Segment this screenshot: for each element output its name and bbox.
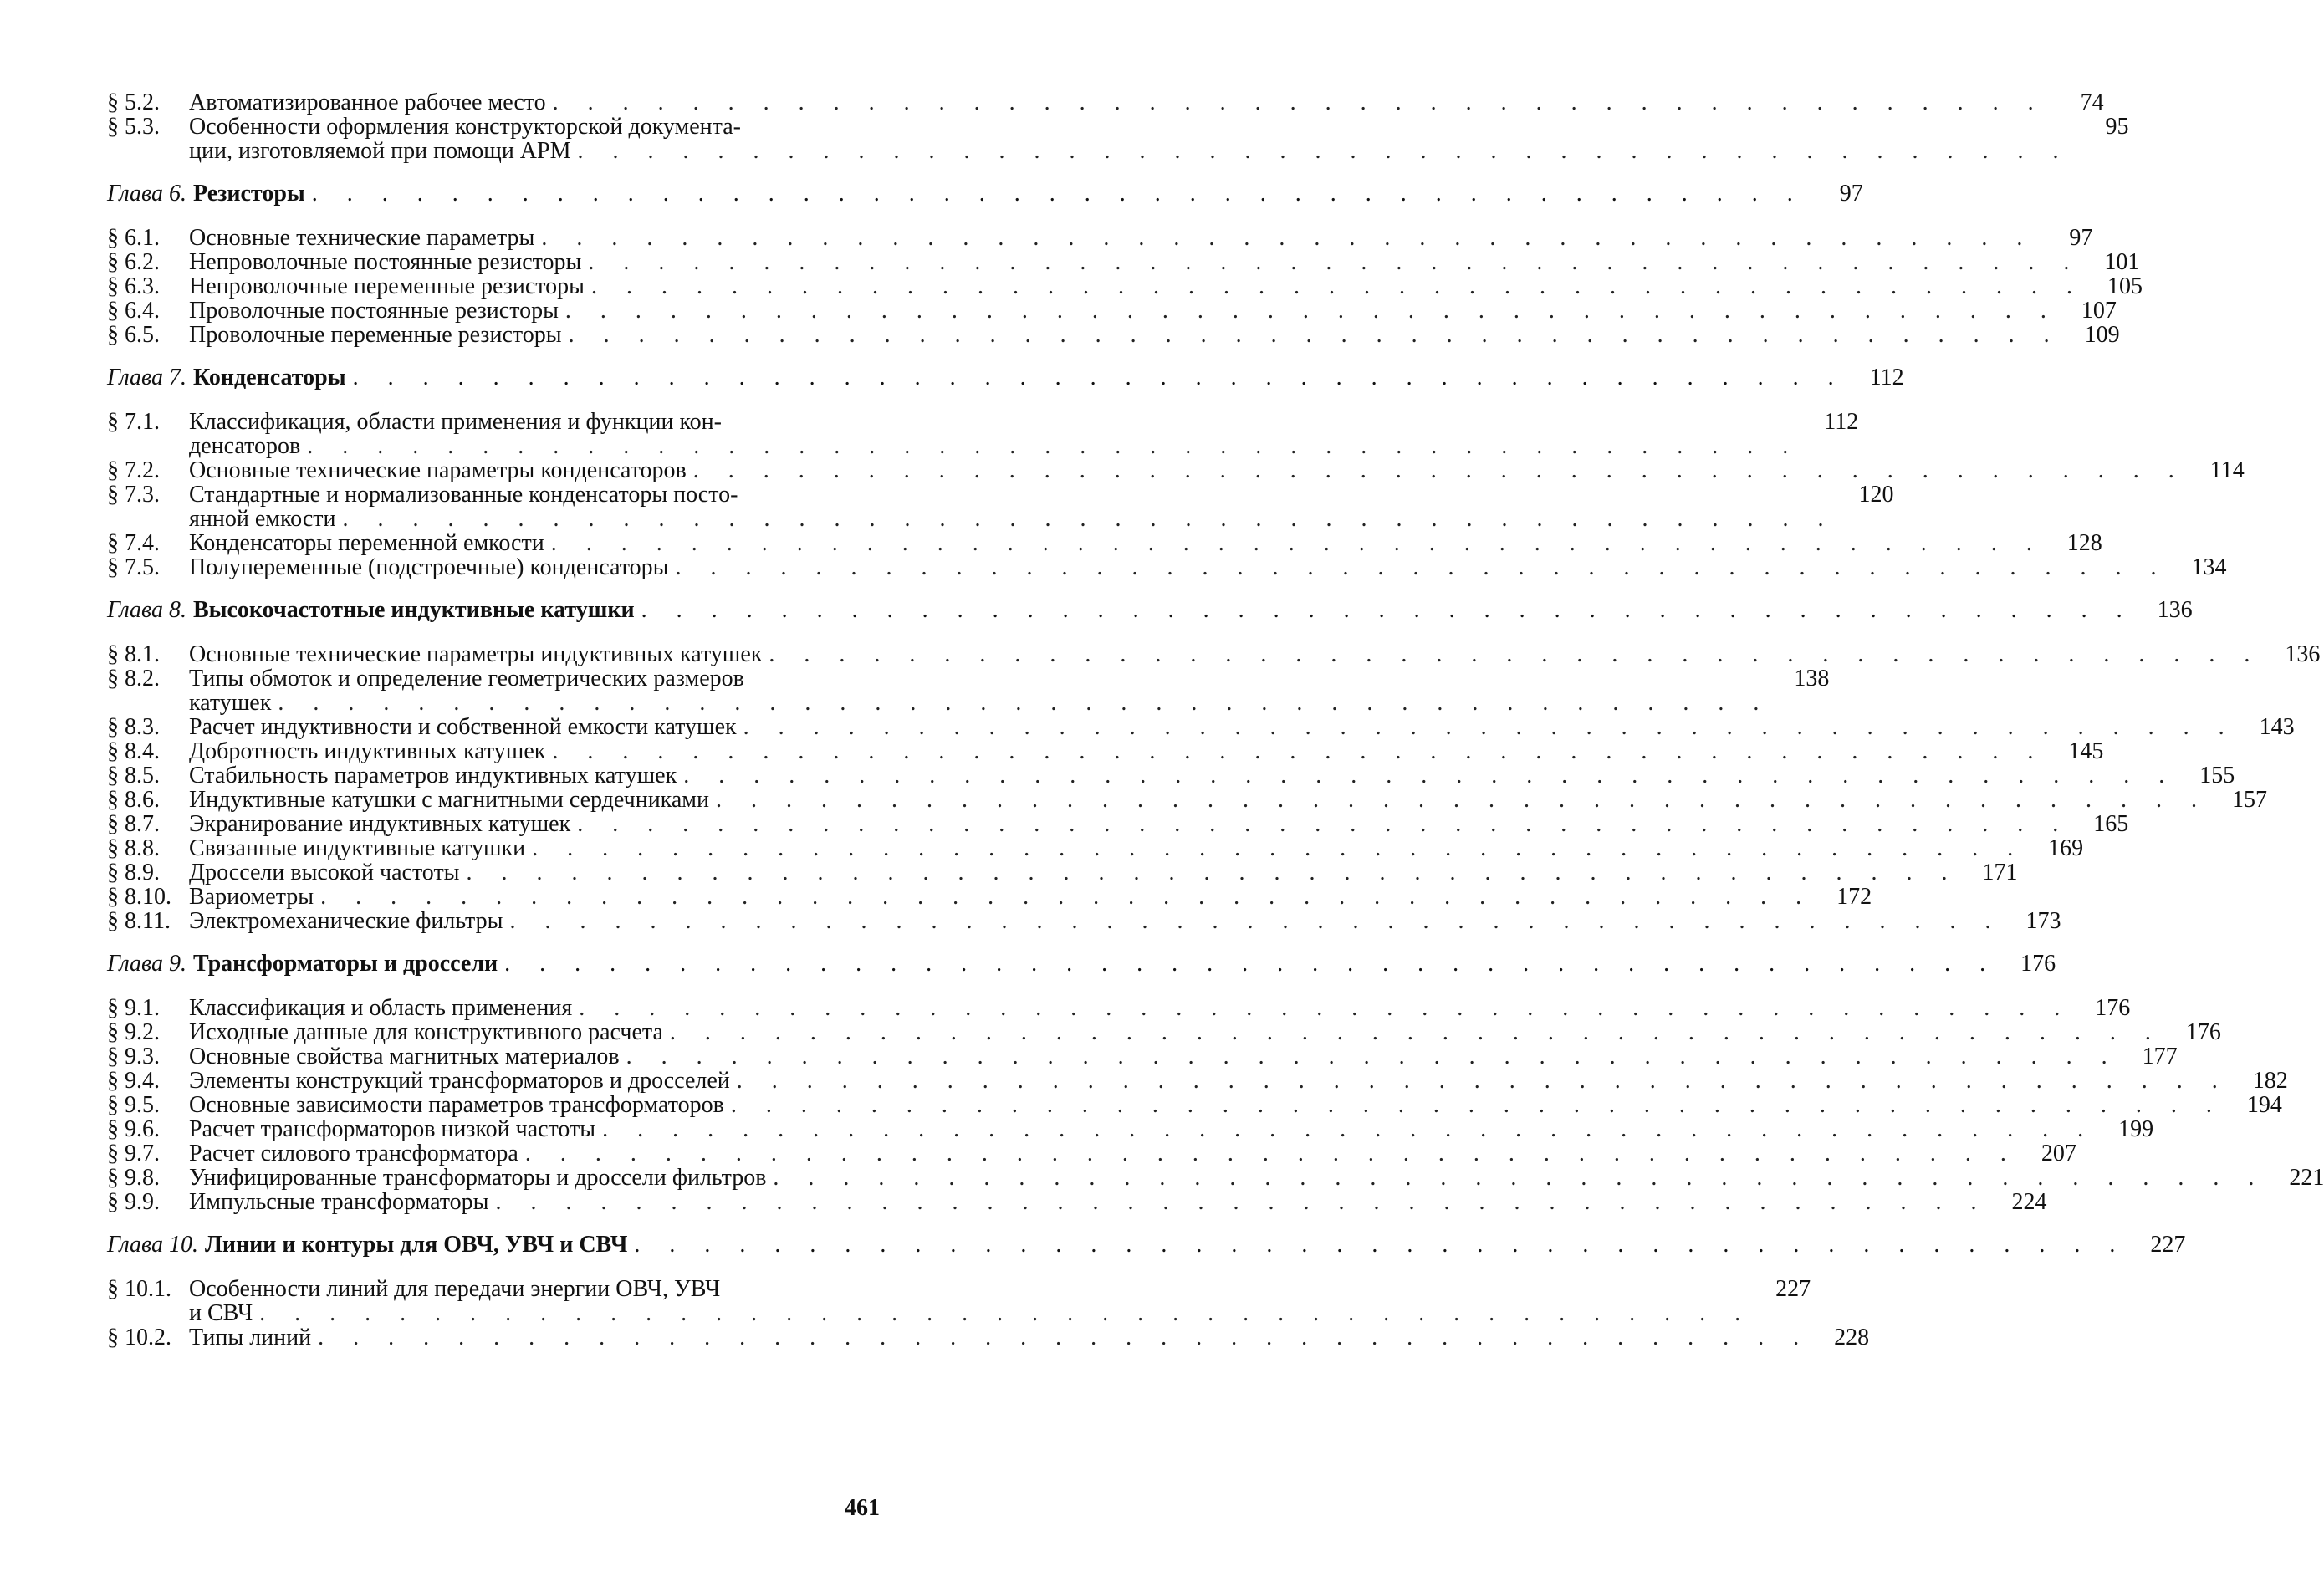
section-title — [189, 458, 2186, 482]
dot-leader: . . . . . . . . . . . . . . . . . . . . . . . . . . . . . . . . . . . . . . . . . . . — [311, 181, 1805, 207]
section-title-text: Непроволочные переменные резисторы — [189, 273, 585, 299]
section-number: § 8.1. — [107, 641, 160, 667]
toc-entry — [107, 1324, 1870, 1350]
chapter-heading — [107, 181, 1863, 207]
section-title-line — [189, 996, 2071, 1020]
section-title-line — [189, 299, 2058, 323]
dot-leader: . . . . . . . . . . . . . . . . . . . . . . . . . . . . . . . . . . . . . . . . . . . — [743, 714, 2236, 740]
section-page: 95 — [2105, 114, 2129, 140]
section-title-text: Расчет индуктивности и собственной емкости катушек — [189, 714, 737, 740]
section-number: § 5.3. — [107, 114, 160, 140]
toc-entry — [107, 1116, 2154, 1142]
chapter-label: Глава 10. — [107, 1232, 198, 1258]
section-page: 136 — [2285, 641, 2321, 667]
section-page: 169 — [2048, 835, 2084, 861]
dot-leader: . . . . . . . . . . . . . . . . . . . . . . . . . . . . . . . . . . . . . . . . . . . — [577, 811, 2071, 837]
toc-entry — [107, 714, 2295, 740]
dot-leader: . . . . . . . . . . . . . . . . . . . . . . . . . . . . . . . . . . . . . . . . . . . — [466, 860, 1959, 886]
toc-entry — [107, 482, 1894, 532]
section-title-line — [189, 739, 2045, 763]
section-page: 155 — [2199, 763, 2235, 789]
section-title-text: Проволочные переменные резисторы — [189, 322, 562, 348]
section-number: § 5.2. — [107, 89, 160, 115]
toc-entry — [107, 884, 1872, 910]
section-title — [189, 274, 2084, 299]
chapter-heading — [107, 951, 2056, 977]
section-page: 107 — [2081, 298, 2117, 324]
section-page: 182 — [2252, 1068, 2288, 1094]
section-title-line — [189, 1117, 2095, 1141]
section-title-text: Вариометры — [189, 884, 314, 910]
section-title — [189, 1277, 1752, 1325]
section-title — [189, 1117, 2095, 1141]
section-title-line — [189, 323, 2061, 347]
chapter-heading — [107, 365, 1904, 390]
dot-leader: . . . . . . . . . . . . . . . . . . . . . . . . . . . . . . . . . . . . . . . . . . . — [736, 1068, 2230, 1094]
section-title-text: Связанные индуктивные катушки — [189, 835, 526, 861]
section-title-line — [189, 836, 2025, 860]
toc-entry — [107, 89, 2104, 115]
section-title-text: Проволочные постоянные резисторы — [189, 298, 559, 324]
section-title — [189, 1069, 2230, 1093]
section-title — [189, 115, 2071, 163]
section-title-text: Конденсаторы переменной емкости — [189, 530, 544, 556]
dot-leader: . . . . . . . . . . . . . . . . . . . . . . . . . . . . . . . . . . . . . . . . . . . — [675, 554, 2168, 580]
dot-leader: . . . . . . . . . . . . . . . . . . . . . . . . . . . . . . . . . . . . . . . . . . . — [550, 530, 2044, 556]
chapter-page: 97 — [1839, 181, 1863, 207]
section-number: § 6.3. — [107, 273, 160, 299]
section-number: § 6.5. — [107, 322, 160, 348]
chapter-page: 227 — [2150, 1232, 2186, 1258]
section-page: 176 — [2185, 1019, 2221, 1045]
section-title-text: Основные зависимости параметров трансформаторов — [189, 1092, 724, 1118]
section-number: § 9.1. — [107, 995, 160, 1021]
section-title — [189, 1325, 1811, 1350]
toc-entry — [107, 409, 1859, 459]
dot-leader: . . . . . . . . . . . . . . . . . . . . . . . . . . . . . . . . . . . . . . . . . . . — [641, 597, 2134, 623]
section-number: § 6.1. — [107, 225, 160, 251]
section-title — [189, 788, 2209, 812]
toc-entry — [107, 787, 2267, 813]
section-title-text: ции, изготовляемой при помощи АРМ — [189, 138, 571, 164]
dot-leader: . . . . . . . . . . . . . . . . . . . . . . . . . . . . . . . . . . . . . . . . . . . — [692, 457, 2186, 483]
toc-entry — [107, 763, 2235, 789]
chapter-head — [107, 181, 1805, 206]
toc-entry — [107, 1044, 2178, 1069]
section-page: 228 — [1834, 1324, 1870, 1350]
dot-leader: . . . . . . . . . . . . . . . . . . . . . . . . . . . . . . . . . . . . . . . . . . . — [278, 690, 1771, 716]
dot-leader: . . . . . . . . . . . . . . . . . . . . . . . . . . . . . . . . . . . . . . . . . . . — [577, 138, 2071, 164]
table-of-contents — [107, 89, 2324, 1350]
section-page: 224 — [2011, 1189, 2047, 1215]
section-title-line — [189, 1069, 2230, 1093]
section-title-text: Автоматизированное рабочее место — [189, 89, 546, 115]
section-title-text: Основные технические параметры конденсаторов — [189, 457, 687, 483]
chapter-title: Линии и контуры для ОВЧ, УВЧ и СВЧ — [204, 1232, 628, 1258]
section-number: § 8.3. — [107, 714, 160, 740]
section-title-text: Расчет трансформаторов низкой частоты — [189, 1116, 596, 1142]
toc-entry — [107, 835, 2084, 861]
dot-leader: . . . . . . . . . . . . . . . . . . . . . . . . . . . . . . . . . . . . . . . . . . . — [495, 1189, 1989, 1215]
section-number: § 8.9. — [107, 860, 160, 886]
section-title-text: Классификация, области применения и функции кон- — [189, 409, 722, 435]
section-title-text: Особенности оформления конструкторской документа- — [189, 114, 741, 140]
section-title-line — [189, 1044, 2119, 1069]
toc-entry — [107, 1019, 2221, 1045]
section-title-text: денсаторов — [189, 433, 301, 459]
section-title-line — [189, 250, 2081, 274]
section-title-line — [189, 715, 2236, 739]
section-title — [189, 323, 2061, 347]
dot-leader: . . . . . . . . . . . . . . . . . . . . . . . . . . . . . . . . . . . . . . . . . . . — [552, 738, 2046, 764]
section-number: § 9.2. — [107, 1019, 160, 1045]
toc-entry — [107, 554, 2227, 580]
dot-leader: . . . . . . . . . . . . . . . . . . . . . . . . . . . . . . . . . . . . . . . . . . . — [307, 433, 1800, 459]
section-title-line — [189, 531, 2044, 555]
toc-entry — [107, 298, 2117, 324]
dot-leader: . . . . . . . . . . . . . . . . . . . . . . . . . . . . . . . . . . . . . . . . . . . — [579, 995, 2072, 1021]
toc-entry — [107, 249, 2140, 275]
dot-leader: . . . . . . . . . . . . . . . . . . . . . . . . . . . . . . . . . . . . . . . . . . . — [320, 884, 1814, 910]
section-title — [189, 885, 1813, 909]
dot-leader: . . . . . . . . . . . . . . . . . . . . . . . . . . . . . . . . . . . . . . . . . . . — [773, 1165, 2266, 1191]
chapter-title: Резисторы — [192, 181, 305, 207]
section-title — [189, 1190, 1988, 1214]
section-page: 199 — [2118, 1116, 2154, 1142]
toc-entry — [107, 322, 2120, 348]
section-page: 138 — [1794, 666, 1830, 692]
section-number: § 8.10. — [107, 884, 171, 910]
section-title-line — [189, 1093, 2224, 1117]
section-title-text: Типы линий — [189, 1324, 312, 1350]
toc-entry — [107, 738, 2104, 764]
section-number: § 7.5. — [107, 554, 160, 580]
section-number: § 10.1. — [107, 1276, 171, 1302]
section-title-line — [189, 1325, 1811, 1350]
dot-leader: . . . . . . . . . . . . . . . . . . . . . . . . . . . . . . . . . . . . . . . . . . . — [716, 787, 2209, 813]
toc-entry — [107, 908, 2061, 934]
section-title — [189, 909, 2002, 933]
section-title-line — [189, 1190, 1988, 1214]
section-title — [189, 836, 2025, 860]
dot-leader: . . . . . . . . . . . . . . . . . . . . . . . . . . . . . . . . . . . . . . . . . . . — [626, 1044, 2119, 1069]
section-title-line — [189, 1166, 2265, 1190]
section-page: 109 — [2084, 322, 2120, 348]
toc-entry — [107, 530, 2102, 556]
section-number: § 8.8. — [107, 835, 160, 861]
section-page: 101 — [2104, 249, 2140, 275]
toc-entry — [107, 811, 2129, 837]
dot-leader: . . . . . . . . . . . . . . . . . . . . . . . . . . . . . . . . . . . . . . . . . . . — [318, 1324, 1811, 1350]
dot-leader: . . . . . . . . . . . . . . . . . . . . . . . . . . . . . . . . . . . . . . . . . . . — [730, 1092, 2224, 1118]
section-title — [189, 1141, 2018, 1166]
section-title-line — [189, 812, 2070, 836]
section-title-line — [189, 642, 2261, 666]
section-title — [189, 1093, 2224, 1117]
chapter-title: Трансформаторы и дроссели — [192, 951, 498, 977]
section-page: 112 — [1824, 409, 1859, 435]
dot-leader: . . . . . . . . . . . . . . . . . . . . . . . . . . . . . . . . . . . . . . . . . . . — [552, 89, 2046, 115]
section-page: 114 — [2209, 457, 2245, 483]
section-title-line — [189, 458, 2186, 482]
toc-entry — [107, 1068, 2288, 1094]
section-title — [189, 739, 2045, 763]
toc-entry — [107, 995, 2131, 1021]
section-title-line — [189, 860, 1959, 885]
section-page: 134 — [2191, 554, 2227, 580]
section-page: 128 — [2066, 530, 2102, 556]
section-title-text: Добротность индуктивных катушек — [189, 738, 546, 764]
section-page: 105 — [2107, 273, 2143, 299]
chapter-page: 112 — [1869, 365, 1904, 390]
section-title-text: Типы обмоток и определение геометрических размеров — [189, 666, 744, 692]
section-number: § 7.3. — [107, 482, 160, 508]
section-page: 171 — [1982, 860, 2018, 886]
section-title-line — [189, 788, 2209, 812]
toc-entry — [107, 273, 2143, 299]
section-title-line — [189, 434, 1800, 458]
chapter-title: Высокочастотные индуктивные катушки — [192, 597, 635, 623]
chapter-heading — [107, 1232, 2186, 1258]
section-number: § 9.8. — [107, 1165, 160, 1191]
chapter-title: Конденсаторы — [192, 365, 346, 390]
section-number: § 8.7. — [107, 811, 160, 837]
section-title-text: катушек — [189, 690, 272, 716]
section-number: § 9.9. — [107, 1189, 160, 1215]
section-title-line — [189, 1301, 1752, 1325]
section-title-text: Основные свойства магнитных материалов — [189, 1044, 620, 1069]
page-number: 461 — [845, 1495, 880, 1521]
section-page: 207 — [2041, 1141, 2076, 1166]
dot-leader: . . . . . . . . . . . . . . . . . . . . . . . . . . . . . . . . . . . . . . . . . . . — [769, 641, 2262, 667]
section-title-text: Стабильность параметров индуктивных катушек — [189, 763, 677, 789]
section-title — [189, 1044, 2119, 1069]
section-page: 145 — [2068, 738, 2104, 764]
chapter-head — [107, 598, 2134, 622]
section-number: § 8.5. — [107, 763, 160, 789]
toc-entry — [107, 1276, 1811, 1326]
section-page: 157 — [2232, 787, 2267, 813]
section-title-text: Полупеременные (подстроечные) конденсаторы — [189, 554, 669, 580]
section-title-text: янной емкости — [189, 506, 336, 532]
section-number: § 8.4. — [107, 738, 160, 764]
section-number: § 8.6. — [107, 787, 160, 813]
dot-leader: . . . . . . . . . . . . . . . . . . . . . . . . . . . . . . . . . . . . . . . . . . . — [342, 506, 1836, 532]
section-title-text: Экранирование индуктивных катушек — [189, 811, 571, 837]
chapter-heading — [107, 597, 2193, 623]
toc-entry — [107, 1189, 2047, 1215]
toc-entry — [107, 860, 2018, 886]
section-title — [189, 555, 2168, 579]
toc-entry — [107, 114, 2129, 164]
section-title-text: Особенности линий для передачи энергии ОВЧ, УВЧ — [189, 1276, 721, 1302]
section-title — [189, 482, 1836, 531]
chapter-page: 176 — [2020, 951, 2056, 977]
section-title-line — [189, 274, 2084, 299]
toc-entry — [107, 225, 2093, 251]
section-title — [189, 996, 2071, 1020]
section-page: 97 — [2069, 225, 2093, 251]
section-title — [189, 1166, 2265, 1190]
section-title — [189, 812, 2070, 836]
section-title-text: Электромеханические фильтры — [189, 908, 503, 934]
section-title-line — [189, 909, 2002, 933]
dot-leader: . . . . . . . . . . . . . . . . . . . . . . . . . . . . . . . . . . . . . . . . . . . — [259, 1300, 1753, 1326]
section-title — [189, 90, 2046, 115]
section-title-text: Унифицированные трансформаторы и дроссели фильтров — [189, 1165, 767, 1191]
section-title-line — [189, 1020, 2163, 1044]
dot-leader: . . . . . . . . . . . . . . . . . . . . . . . . . . . . . . . . . . . . . . . . . . . — [564, 298, 2058, 324]
section-title-text: Импульсные трансформаторы — [189, 1189, 489, 1215]
section-title-text: Элементы конструкций трансформаторов и дросселей — [189, 1068, 730, 1094]
section-number: § 10.2. — [107, 1324, 171, 1350]
section-title — [189, 299, 2058, 323]
section-number: § 9.3. — [107, 1044, 160, 1069]
chapter-head — [107, 952, 1997, 976]
section-title — [189, 860, 1959, 885]
chapter-label: Глава 6. — [107, 181, 186, 207]
chapter-label: Глава 7. — [107, 365, 186, 390]
section-number: § 7.4. — [107, 530, 160, 556]
section-page: 194 — [2246, 1092, 2282, 1118]
section-title — [189, 666, 1770, 715]
section-number: § 8.11. — [107, 908, 171, 934]
section-title-text: Непроволочные постоянные резисторы — [189, 249, 582, 275]
toc-entry — [107, 457, 2245, 483]
section-number: § 9.5. — [107, 1092, 160, 1118]
section-title-text: Стандартные и нормализованные конденсаторы посто- — [189, 482, 738, 508]
section-title-line — [189, 763, 2176, 788]
section-number: § 9.4. — [107, 1068, 160, 1094]
section-title — [189, 715, 2236, 739]
toc-entry — [107, 666, 1830, 716]
section-number: § 6.4. — [107, 298, 160, 324]
section-title-line — [189, 885, 1813, 909]
chapter-page: 136 — [2157, 597, 2193, 623]
section-title — [189, 763, 2176, 788]
section-title-text: Основные технические параметры — [189, 225, 535, 251]
dot-leader: . . . . . . . . . . . . . . . . . . . . . . . . . . . . . . . . . . . . . . . . . . . — [568, 322, 2061, 348]
section-title-line — [189, 139, 2071, 163]
section-page: 176 — [2095, 995, 2131, 1021]
section-title-text: Индуктивные катушки с магнитными сердечниками — [189, 787, 709, 813]
section-page: 172 — [1836, 884, 1872, 910]
dot-leader: . . . . . . . . . . . . . . . . . . . . . . . . . . . . . . . . . . . . . . . . . . . — [669, 1019, 2163, 1045]
chapter-label: Глава 8. — [107, 597, 186, 623]
dot-leader: . . . . . . . . . . . . . . . . . . . . . . . . . . . . . . . . . . . . . . . . . . . — [590, 273, 2084, 299]
section-number: § 8.2. — [107, 666, 160, 692]
dot-leader: . . . . . . . . . . . . . . . . . . . . . . . . . . . . . . . . . . . . . . . . . . . — [602, 1116, 2096, 1142]
dot-leader: . . . . . . . . . . . . . . . . . . . . . . . . . . . . . . . . . . . . . . . . . . . — [509, 908, 2003, 934]
section-page: 165 — [2093, 811, 2129, 837]
dot-leader: . . . . . . . . . . . . . . . . . . . . . . . . . . . . . . . . . . . . . . . . . . . — [532, 835, 2025, 861]
section-title-text: Дроссели высокой частоты — [189, 860, 460, 886]
section-number: § 6.2. — [107, 249, 160, 275]
chapter-label: Глава 9. — [107, 951, 186, 977]
dot-leader: . . . . . . . . . . . . . . . . . . . . . . . . . . . . . . . . . . . . . . . . . . . — [683, 763, 2177, 789]
dot-leader: . . . . . . . . . . . . . . . . . . . . . . . . . . . . . . . . . . . . . . . . . . . — [541, 225, 2035, 251]
toc-entry — [107, 641, 2321, 667]
dot-leader: . . . . . . . . . . . . . . . . . . . . . . . . . . . . . . . . . . . . . . . . . . . — [524, 1141, 2018, 1166]
section-title — [189, 410, 1800, 458]
section-title-text: и СВЧ — [189, 1300, 253, 1326]
dot-leader: . . . . . . . . . . . . . . . . . . . . . . . . . . . . . . . . . . . . . . . . . . . — [634, 1232, 2127, 1258]
section-title-line — [189, 226, 2034, 250]
section-title-text: Основные технические параметры индуктивных катушек — [189, 641, 763, 667]
dot-leader: . . . . . . . . . . . . . . . . . . . . . . . . . . . . . . . . . . . . . . . . . . . — [352, 365, 1846, 390]
toc-entry — [107, 1141, 2076, 1166]
section-number: § 9.7. — [107, 1141, 160, 1166]
section-page: 177 — [2142, 1044, 2178, 1069]
section-title — [189, 250, 2081, 274]
section-title-line — [189, 90, 2046, 115]
section-page: 143 — [2259, 714, 2295, 740]
chapter-head — [107, 365, 1846, 390]
toc-entry — [107, 1092, 2282, 1118]
section-page: 227 — [1775, 1276, 1811, 1302]
section-title-line — [189, 555, 2168, 579]
section-title — [189, 531, 2044, 555]
section-number: § 7.1. — [107, 409, 160, 435]
section-title-text: Расчет силового трансформатора — [189, 1141, 518, 1166]
section-title-line — [189, 1141, 2018, 1166]
section-page: 74 — [2080, 89, 2104, 115]
dot-leader: . . . . . . . . . . . . . . . . . . . . . . . . . . . . . . . . . . . . . . . . . . . — [588, 249, 2081, 275]
section-title-line — [189, 691, 1770, 715]
section-number: § 7.2. — [107, 457, 160, 483]
section-title — [189, 226, 2034, 250]
section-title — [189, 642, 2261, 666]
section-page: 221 — [2289, 1165, 2324, 1191]
section-page: 173 — [2025, 908, 2061, 934]
dot-leader: . . . . . . . . . . . . . . . . . . . . . . . . . . . . . . . . . . . . . . . . . . . — [504, 951, 1998, 977]
section-title-line — [189, 507, 1836, 531]
section-title-text: Исходные данные для конструктивного расчета — [189, 1019, 663, 1045]
section-title — [189, 1020, 2163, 1044]
toc-entry — [107, 1165, 2324, 1191]
section-page: 120 — [1858, 482, 1894, 508]
chapter-head — [107, 1233, 2127, 1257]
section-title-text: Классификация и область применения — [189, 995, 573, 1021]
section-number: § 9.6. — [107, 1116, 160, 1142]
